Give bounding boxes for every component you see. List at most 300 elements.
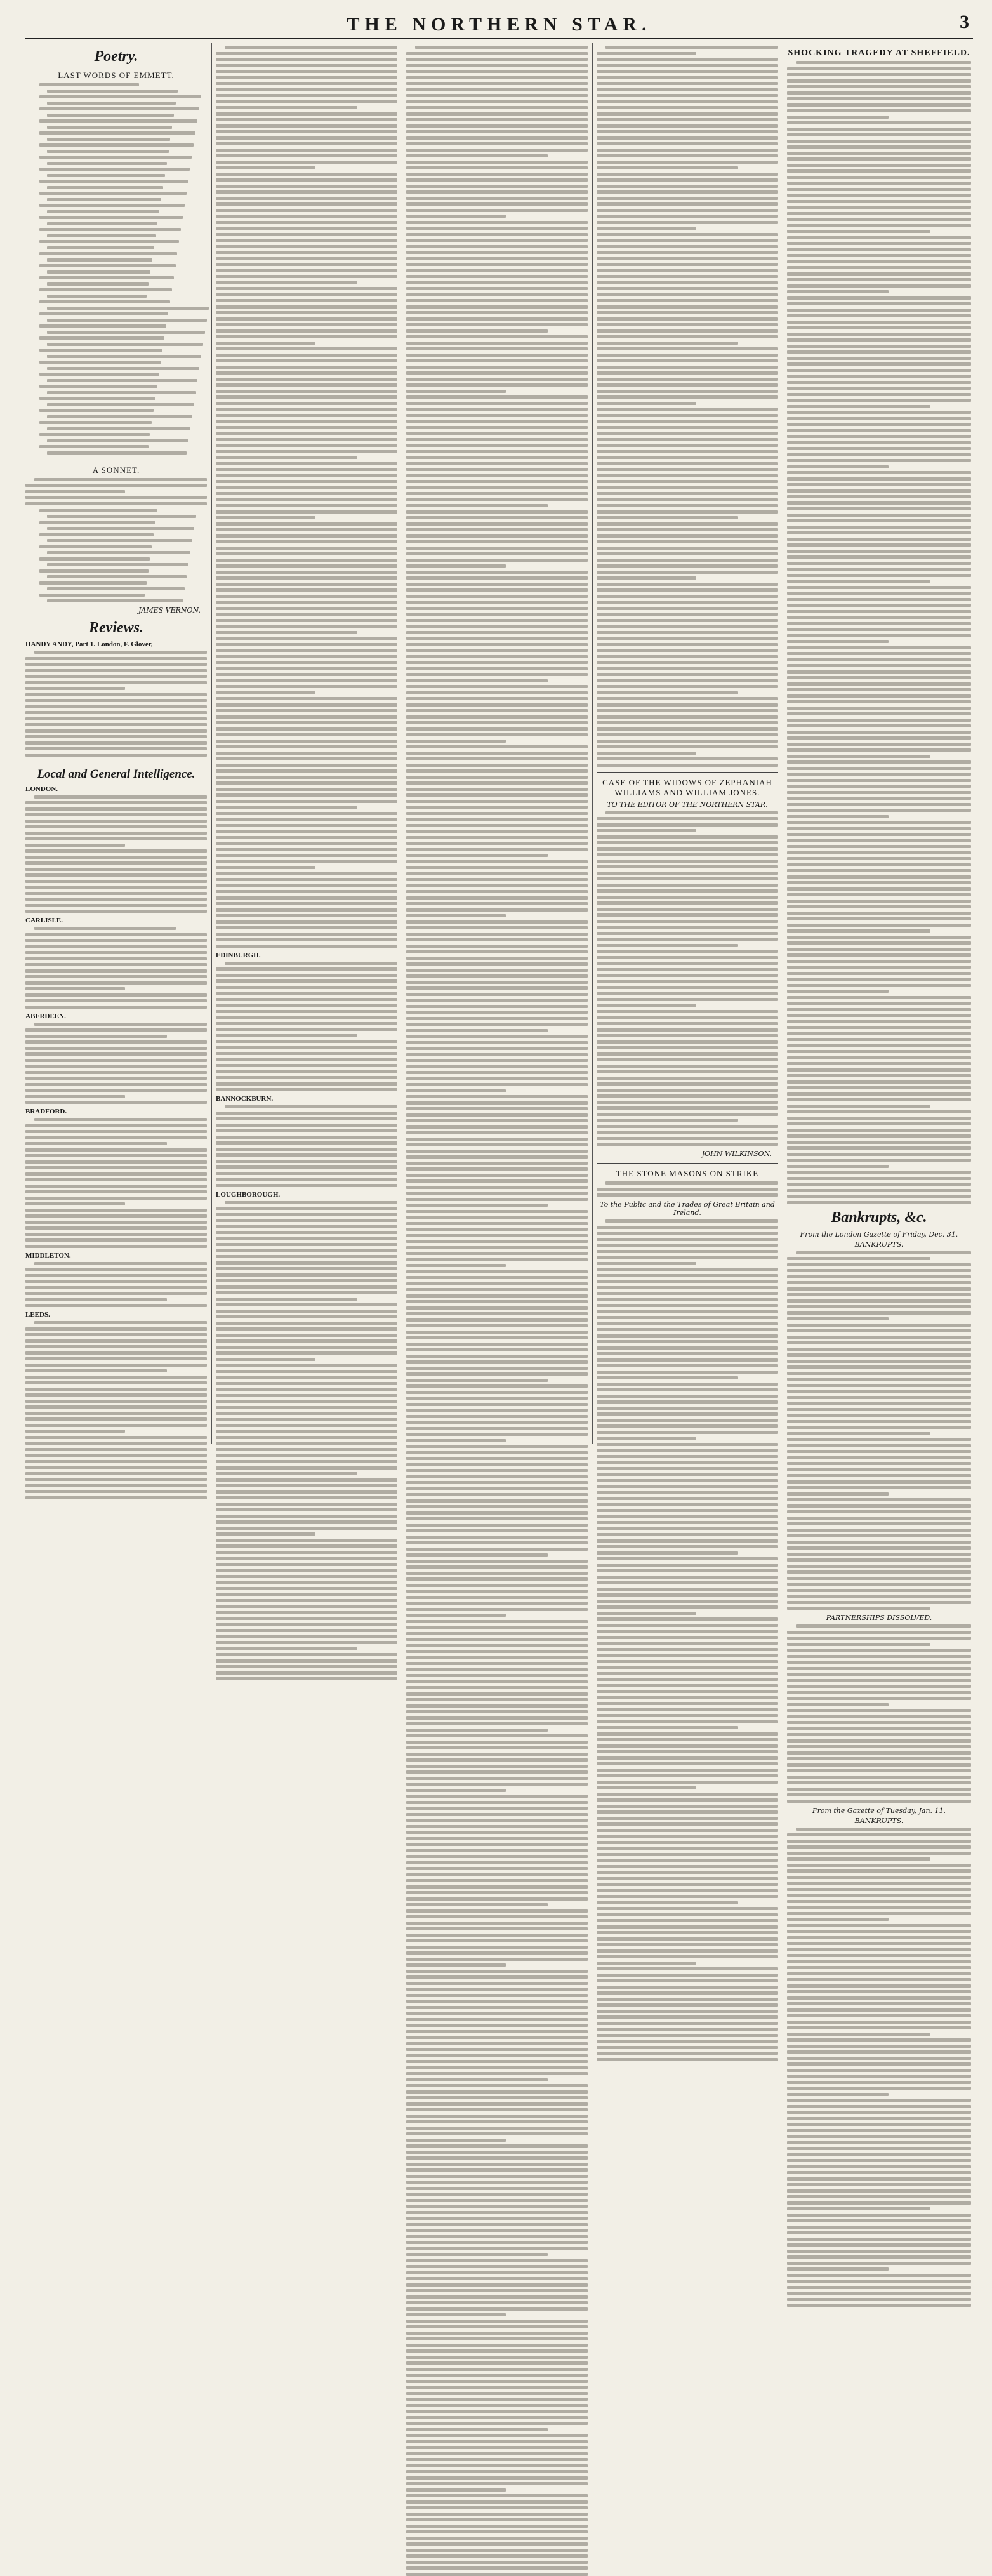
text-line <box>216 444 397 447</box>
text-line <box>406 1125 588 1129</box>
text-line <box>216 673 397 676</box>
text-line <box>25 1154 207 1157</box>
text-line <box>787 1601 971 1604</box>
text-line <box>216 202 397 206</box>
text-line <box>406 1119 588 1122</box>
text-line <box>216 1484 397 1487</box>
text-line <box>39 361 161 364</box>
text-line <box>597 1437 696 1440</box>
text-line <box>406 474 588 477</box>
text-line <box>39 569 149 573</box>
article-text <box>216 46 397 948</box>
text-line <box>25 1160 207 1164</box>
text-line <box>406 595 588 598</box>
text-line <box>597 1998 778 2001</box>
text-line <box>406 890 588 893</box>
text-line <box>406 1783 588 1786</box>
text-line <box>216 914 397 917</box>
text-line <box>216 480 397 483</box>
text-line <box>597 1962 696 1965</box>
text-line <box>406 52 588 55</box>
text-line <box>605 46 778 49</box>
text-line <box>406 800 588 803</box>
text-line <box>216 1382 397 1385</box>
text-line <box>787 2105 971 2108</box>
text-line <box>787 1715 971 1718</box>
text-line <box>216 679 397 682</box>
article-text <box>597 46 778 767</box>
text-line <box>787 863 971 866</box>
text-line <box>406 1958 588 1961</box>
text-line <box>25 1095 125 1098</box>
text-line <box>406 613 588 616</box>
text-line <box>25 1448 207 1451</box>
text-line <box>406 1698 588 1701</box>
text-line <box>787 2207 930 2210</box>
text-line <box>406 1729 548 1732</box>
text-line <box>787 984 971 987</box>
text-line <box>406 1734 588 1737</box>
text-line <box>787 1781 971 1784</box>
text-line <box>787 1589 971 1592</box>
text-line <box>216 154 397 157</box>
text-line <box>787 2002 971 2005</box>
text-line <box>597 1256 778 1259</box>
text-line <box>787 1739 971 1743</box>
text-line <box>406 1216 588 1219</box>
text-line <box>597 52 696 55</box>
text-line <box>47 587 185 590</box>
text-line <box>787 248 971 251</box>
text-line <box>406 1963 506 1967</box>
text-line <box>406 1270 588 1273</box>
text-line <box>597 1974 778 1977</box>
london-text <box>25 795 207 913</box>
text-line <box>225 962 397 965</box>
text-line <box>787 900 971 903</box>
text-line <box>34 1023 207 1026</box>
bankrupts-list <box>787 1251 971 1610</box>
text-line <box>406 2036 588 2039</box>
text-line <box>406 1077 588 1080</box>
text-line <box>406 1384 588 1388</box>
text-line <box>406 981 588 984</box>
text-line <box>216 149 397 152</box>
text-line <box>597 1046 778 1049</box>
text-line <box>787 712 971 715</box>
text-line <box>216 938 397 941</box>
text-line <box>216 522 397 526</box>
text-line <box>787 519 971 522</box>
text-line <box>406 2151 588 2154</box>
text-line <box>406 1348 588 1351</box>
text-line <box>406 1789 506 1792</box>
text-line <box>597 613 778 616</box>
text-line <box>216 438 397 441</box>
text-line <box>39 192 187 195</box>
text-line <box>406 1922 588 1925</box>
text-line <box>597 1040 778 1044</box>
poem-title: LAST WORDS OF EMMETT. <box>58 70 175 80</box>
text-line <box>597 474 778 477</box>
text-line <box>787 1122 971 1125</box>
text-line <box>406 999 588 1002</box>
text-line <box>787 423 971 426</box>
text-line <box>787 1534 971 1537</box>
text-line <box>25 484 207 487</box>
text-line <box>787 362 971 366</box>
text-line <box>406 1451 588 1454</box>
text-line <box>597 269 778 272</box>
text-line <box>406 1409 588 1412</box>
text-line <box>216 1563 397 1566</box>
text-line <box>216 1503 397 1506</box>
text-line <box>787 495 971 498</box>
text-line <box>787 2050 971 2054</box>
text-line <box>597 733 778 736</box>
text-line <box>787 1954 971 1957</box>
text-line <box>216 1490 397 1494</box>
text-line <box>406 2488 506 2492</box>
text-line <box>406 2368 588 2371</box>
text-line <box>406 740 506 743</box>
text-line <box>216 354 397 357</box>
text-line <box>406 269 588 272</box>
text-line <box>216 1076 397 1079</box>
text-line <box>406 1813 588 1816</box>
text-line <box>25 886 207 889</box>
text-line <box>406 1560 588 1563</box>
text-line <box>34 1118 207 1121</box>
text-line <box>216 178 397 182</box>
text-line <box>406 2066 588 2069</box>
text-line <box>406 1204 548 1207</box>
text-line <box>406 824 588 827</box>
text-line <box>787 2292 971 2295</box>
text-line <box>787 73 971 76</box>
text-line <box>787 429 971 432</box>
text-line <box>216 1129 397 1132</box>
text-line <box>406 1572 588 1575</box>
text-line <box>216 342 315 345</box>
text-line <box>216 82 397 85</box>
text-line <box>406 504 548 507</box>
text-line <box>597 752 696 755</box>
text-line <box>406 2018 588 2021</box>
text-line <box>406 1071 588 1074</box>
text-line <box>787 1833 971 1836</box>
text-line <box>597 166 738 169</box>
text-line <box>406 2313 506 2316</box>
text-line <box>597 100 778 103</box>
text-line <box>406 1758 588 1762</box>
text-line <box>787 996 971 999</box>
text-line <box>25 1226 207 1230</box>
text-line <box>25 1424 207 1427</box>
text-line <box>406 2332 588 2335</box>
text-line <box>406 1457 588 1460</box>
text-line <box>406 281 588 284</box>
text-line <box>216 655 397 658</box>
text-line <box>597 1143 778 1146</box>
text-line <box>47 551 190 554</box>
text-line <box>406 1746 588 1749</box>
text-line <box>216 1671 397 1675</box>
text-line <box>406 311 588 314</box>
text-line <box>787 531 971 534</box>
text-line <box>787 1607 930 1610</box>
text-line <box>406 2181 588 2184</box>
text-line <box>406 619 588 622</box>
text-line <box>597 142 778 145</box>
text-line <box>406 1360 588 1364</box>
text-line <box>597 1769 778 1772</box>
text-line <box>216 1064 397 1067</box>
text-line <box>597 498 778 501</box>
text-line <box>25 1233 207 1236</box>
text-line <box>597 486 778 489</box>
text-line <box>406 1903 548 1906</box>
partnerships-list <box>787 1624 971 1803</box>
aberdeen-lead: ABERDEEN. <box>25 1012 66 1020</box>
text-line <box>597 1605 778 1609</box>
text-line <box>605 811 778 814</box>
sonnet-intro <box>25 478 207 505</box>
text-line <box>216 227 397 230</box>
sonnet-title: A SONNET. <box>92 465 140 475</box>
text-line <box>216 88 397 91</box>
text-line <box>597 1889 778 1892</box>
text-line <box>597 2034 778 2037</box>
text-line <box>597 1304 778 1307</box>
text-line <box>406 2247 588 2250</box>
text-line <box>216 781 397 785</box>
text-line <box>787 1546 971 1550</box>
text-line <box>216 124 397 128</box>
text-line <box>216 619 397 622</box>
text-line <box>787 1050 971 1053</box>
text-line <box>597 1551 738 1555</box>
text-line <box>787 815 889 818</box>
text-line <box>216 1285 397 1289</box>
text-line <box>406 2132 588 2135</box>
text-line <box>787 604 971 607</box>
text-line <box>25 681 207 684</box>
text-line <box>406 2361 588 2365</box>
text-line <box>787 206 971 209</box>
text-line <box>216 52 397 55</box>
text-line <box>406 2259 588 2262</box>
text-line <box>25 669 207 672</box>
text-line <box>787 1402 971 1405</box>
text-line <box>787 1800 971 1803</box>
text-line <box>787 1595 971 1598</box>
partnerships-label: PARTNERSHIPS DISSOLVED. <box>826 1614 932 1622</box>
text-line <box>39 433 150 436</box>
text-line <box>787 1159 971 1162</box>
text-line <box>787 224 971 227</box>
text-line <box>39 107 199 110</box>
text-line <box>406 2127 588 2130</box>
text-line <box>406 1439 506 1442</box>
text-line <box>406 715 588 719</box>
text-line <box>597 1949 778 1953</box>
text-line <box>787 2141 971 2144</box>
text-line <box>406 2229 588 2232</box>
text-line <box>787 2099 971 2102</box>
text-line <box>406 1150 588 1153</box>
text-line <box>787 1462 971 1465</box>
text-line <box>597 1101 778 1104</box>
text-line <box>39 276 174 279</box>
text-line <box>597 829 696 832</box>
text-line <box>406 245 588 248</box>
text-line <box>406 1722 588 1725</box>
text-line <box>25 1148 207 1152</box>
text-line <box>216 420 397 423</box>
text-line <box>406 354 588 357</box>
text-line <box>787 254 971 257</box>
text-line <box>216 504 397 507</box>
text-line <box>216 323 397 326</box>
text-line <box>796 1828 971 1831</box>
text-line <box>787 1522 971 1525</box>
text-line <box>787 1348 971 1351</box>
text-line <box>406 1777 588 1780</box>
text-line <box>406 1951 588 1955</box>
text-line <box>406 82 588 85</box>
text-line <box>787 1912 971 1915</box>
text-line <box>597 136 778 140</box>
text-line <box>216 378 397 381</box>
text-line <box>787 881 971 884</box>
text-line <box>406 1819 588 1822</box>
text-line <box>216 1034 357 1037</box>
text-line <box>216 185 397 188</box>
text-line <box>787 121 971 124</box>
text-line <box>787 1062 971 1065</box>
text-line <box>406 1765 588 1768</box>
text-line <box>406 1179 588 1183</box>
text-line <box>406 812 588 815</box>
text-line <box>216 1653 397 1656</box>
text-line <box>25 735 207 738</box>
text-line <box>787 707 971 710</box>
text-line <box>406 601 588 604</box>
leeds-lead: LEEDS. <box>25 1311 50 1318</box>
text-line <box>597 877 778 880</box>
text-line <box>406 347 588 350</box>
text-line <box>216 106 357 109</box>
text-line <box>25 801 207 804</box>
text-line <box>25 1190 207 1193</box>
text-line <box>216 1160 397 1163</box>
text-line <box>787 1189 971 1192</box>
text-line <box>216 528 397 531</box>
text-line <box>25 1298 167 1301</box>
text-line <box>406 426 588 429</box>
text-line <box>216 661 397 664</box>
text-line <box>25 711 207 714</box>
text-line <box>25 1460 207 1463</box>
text-line <box>406 1005 588 1008</box>
text-line <box>597 1292 778 1295</box>
text-line <box>597 847 778 851</box>
text-line <box>47 102 176 105</box>
text-line <box>787 953 971 957</box>
article-text <box>406 46 588 2576</box>
text-line <box>787 875 971 879</box>
text-line <box>406 2187 588 2190</box>
text-line <box>787 1105 930 1108</box>
text-line <box>597 540 778 543</box>
text-line <box>597 649 778 652</box>
text-line <box>406 486 588 489</box>
text-line <box>597 1925 778 1929</box>
text-line <box>406 1565 588 1569</box>
text-line <box>406 2566 588 2570</box>
text-line <box>406 2434 588 2437</box>
text-line <box>216 209 397 212</box>
text-line <box>597 962 778 965</box>
text-line <box>216 510 397 514</box>
text-line <box>597 275 778 278</box>
text-line <box>406 1517 588 1520</box>
text-line <box>787 773 971 776</box>
text-line <box>216 643 397 646</box>
text-line <box>787 2286 971 2289</box>
text-line <box>406 100 588 103</box>
text-line <box>216 878 397 881</box>
text-line <box>597 450 778 453</box>
text-line <box>406 1264 506 1267</box>
text-line <box>597 1340 778 1343</box>
text-line <box>25 1185 207 1188</box>
text-line <box>406 1831 588 1834</box>
text-line <box>597 1383 778 1386</box>
text-line <box>787 755 930 758</box>
text-line <box>597 528 778 531</box>
text-line <box>787 785 971 788</box>
text-line <box>39 156 192 159</box>
text-line <box>25 1400 207 1403</box>
text-line <box>787 912 971 915</box>
text-line <box>47 515 196 518</box>
text-line <box>406 1035 588 1038</box>
text-line <box>787 1966 971 1969</box>
text-line <box>787 2087 971 2090</box>
text-line <box>216 1478 397 1482</box>
text-line <box>597 1919 778 1922</box>
text-line <box>597 1895 778 1898</box>
text-line <box>216 371 397 375</box>
text-line <box>597 817 778 820</box>
text-line <box>39 252 177 255</box>
text-line <box>597 438 778 441</box>
loughborough-text <box>216 1201 397 1681</box>
text-line <box>787 1721 971 1724</box>
text-line <box>406 366 588 369</box>
text-line <box>597 932 778 935</box>
text-line <box>216 1117 397 1120</box>
text-line <box>406 251 588 254</box>
text-line <box>787 441 971 444</box>
text-line <box>216 1376 397 1379</box>
text-line <box>597 1028 778 1032</box>
text-line <box>787 116 889 119</box>
text-line <box>34 927 176 930</box>
text-line <box>406 986 588 990</box>
